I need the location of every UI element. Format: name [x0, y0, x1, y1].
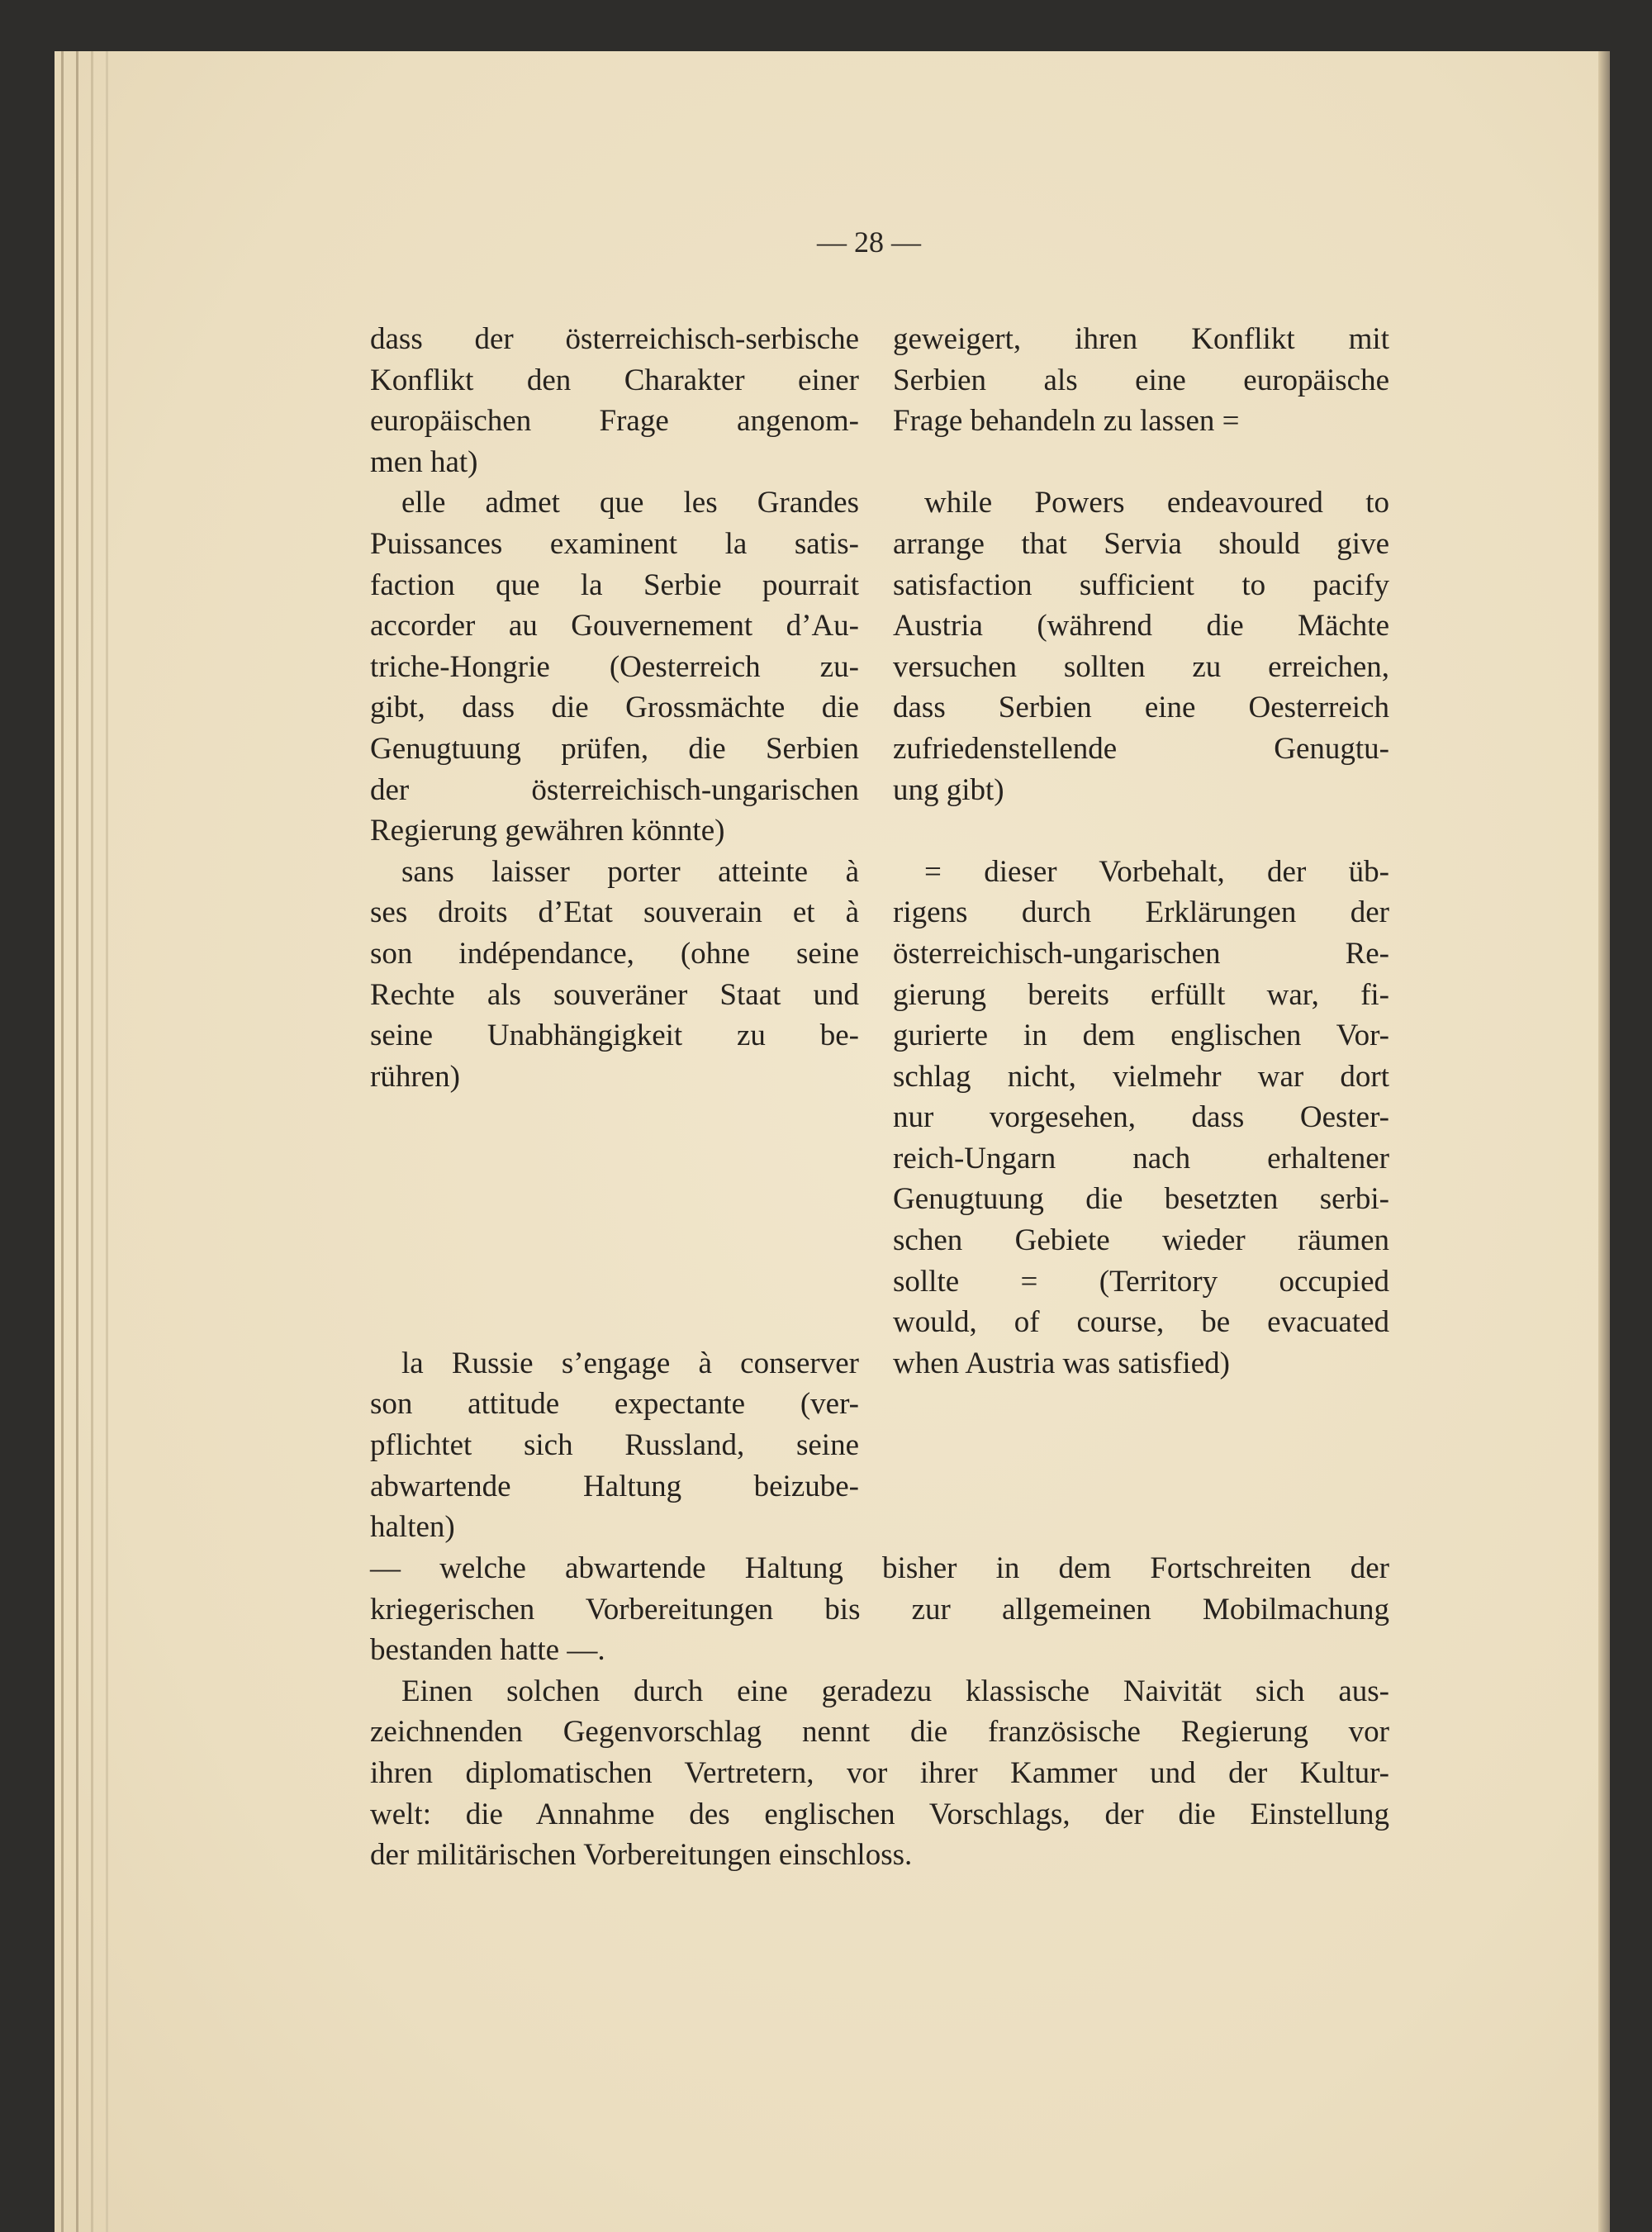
text-line: la Russie s’engage à conserver [401, 1346, 859, 1380]
text-line: pflichtet sich Russland, seine [370, 1428, 859, 1463]
blank-line [370, 1097, 859, 1138]
text-line: Rechte als souveräner Staat und [370, 977, 859, 1012]
text-line: versuchen sollten zu erreichen, [893, 649, 1389, 684]
page-edge [76, 51, 78, 2232]
right-column [893, 319, 1389, 1384]
text-line: would, of course, be evacuated [893, 1305, 1389, 1340]
text-line: triche-Hongrie (Oesterreich zu- [370, 649, 859, 684]
text-line: abwartende Haltung beizube- [370, 1469, 859, 1503]
text-line: Einen solchen durch eine geradezu klassische Naivität sich aus- [401, 1674, 1389, 1708]
blank-line [370, 1138, 859, 1180]
text-line: der militärischen Vorbereitungen einschloss. [370, 1838, 913, 1873]
blank-line [370, 1302, 859, 1343]
text-line: gierung bereits erfüllt war, fi- [893, 977, 1389, 1012]
text-line: schen Gebiete wieder räumen [893, 1223, 1389, 1258]
blank-line [893, 810, 1389, 852]
text-line: elle admet que les Grandes [401, 486, 859, 520]
text-line: bestanden hatte —. [370, 1633, 605, 1668]
text-line: ihren diplomatischen Vertretern, vor ihrer Kammer und der Kultur- [370, 1755, 1389, 1790]
blank-line [370, 1220, 859, 1261]
text-line: halten) [370, 1510, 455, 1545]
text-line: zeichnenden Gegenvorschlag nennt die französische Regierung vor [370, 1715, 1389, 1750]
text-line: son attitude expectante (ver- [370, 1387, 859, 1422]
text-line: welt: die Annahme des englischen Vorschlags, der die Einstellung [370, 1797, 1389, 1831]
text-line: reich-Ungarn nach erhaltener [893, 1141, 1389, 1175]
text-line: Puissances examinent la satis- [370, 526, 859, 561]
text-line: = dieser Vorbehalt, der üb- [924, 854, 1389, 889]
text-line: Frage behandeln zu lassen = [893, 404, 1240, 439]
text-line: Serbien als eine europäische [893, 363, 1389, 397]
text-line: arrange that Servia should give [893, 526, 1389, 561]
page-edge [106, 51, 108, 2232]
blank-line [370, 1261, 859, 1303]
text-line: sollte = (Territory occupied [893, 1264, 1389, 1299]
text-line: sans laisser porter atteinte à [401, 854, 859, 889]
text-line: seine Unabhängigkeit zu be- [370, 1019, 859, 1053]
text-line: europäischen Frage angenom- [370, 404, 859, 439]
page-edge [61, 51, 64, 2232]
text-line: zufriedenstellende Genugtu- [893, 731, 1389, 766]
text-line: Regierung gewähren könnte) [370, 814, 725, 848]
text-line: satisfaction sufficient to pacify [893, 567, 1389, 602]
text-line: Genugtuung die besetzten serbi- [893, 1182, 1389, 1217]
text-line: men hat) [370, 444, 478, 479]
page-number: — 28 — [817, 226, 921, 259]
text-line: der österreichisch-ungarischen [370, 772, 859, 807]
text-line: when Austria was satisfied) [893, 1346, 1230, 1380]
text-line: rigens durch Erklärungen der [893, 895, 1389, 930]
page-edge [91, 51, 93, 2232]
page-gutter-shadow [1598, 51, 1610, 2232]
text-line: schlag nicht, vielmehr war dort [893, 1059, 1389, 1094]
text-line: ung gibt) [893, 772, 1004, 807]
text-line: nur vorgesehen, dass Oester- [893, 1100, 1389, 1135]
blank-line [370, 1179, 859, 1220]
text-line: faction que la Serbie pourrait [370, 567, 859, 602]
text-line: accorder au Gouvernement d’Au- [370, 609, 859, 643]
left-column [370, 319, 859, 1548]
text-line: Konflikt den Charakter einer [370, 363, 859, 397]
text-line: rühren) [370, 1059, 460, 1094]
full-width-text [370, 1548, 1389, 1876]
text-line: Austria (während die Mächte [893, 609, 1389, 643]
text-line: while Powers endeavoured to [924, 486, 1389, 520]
text-line: gurierte in dem englischen Vor- [893, 1019, 1389, 1053]
text-line: dass der österreichisch-serbische [370, 322, 859, 356]
text-line: kriegerischen Vorbereitungen bis zur allgemeinen Mobilmachung [370, 1592, 1389, 1627]
text-line: dass Serbien eine Oesterreich [893, 691, 1389, 725]
text-line: gibt, dass die Grossmächte die [370, 691, 859, 725]
text-line: geweigert, ihren Konflikt mit [893, 322, 1389, 356]
text-line: Genugtuung prüfen, die Serbien [370, 731, 859, 766]
text-line: ses droits d’Etat souverain et à [370, 895, 859, 930]
text-line: österreichisch-ungarischen Re- [893, 936, 1389, 971]
text-line: — welche abwartende Haltung bisher in dem Fortschreiten der [370, 1551, 1389, 1585]
blank-line [893, 442, 1389, 483]
text-line: son indépendance, (ohne seine [370, 936, 859, 971]
